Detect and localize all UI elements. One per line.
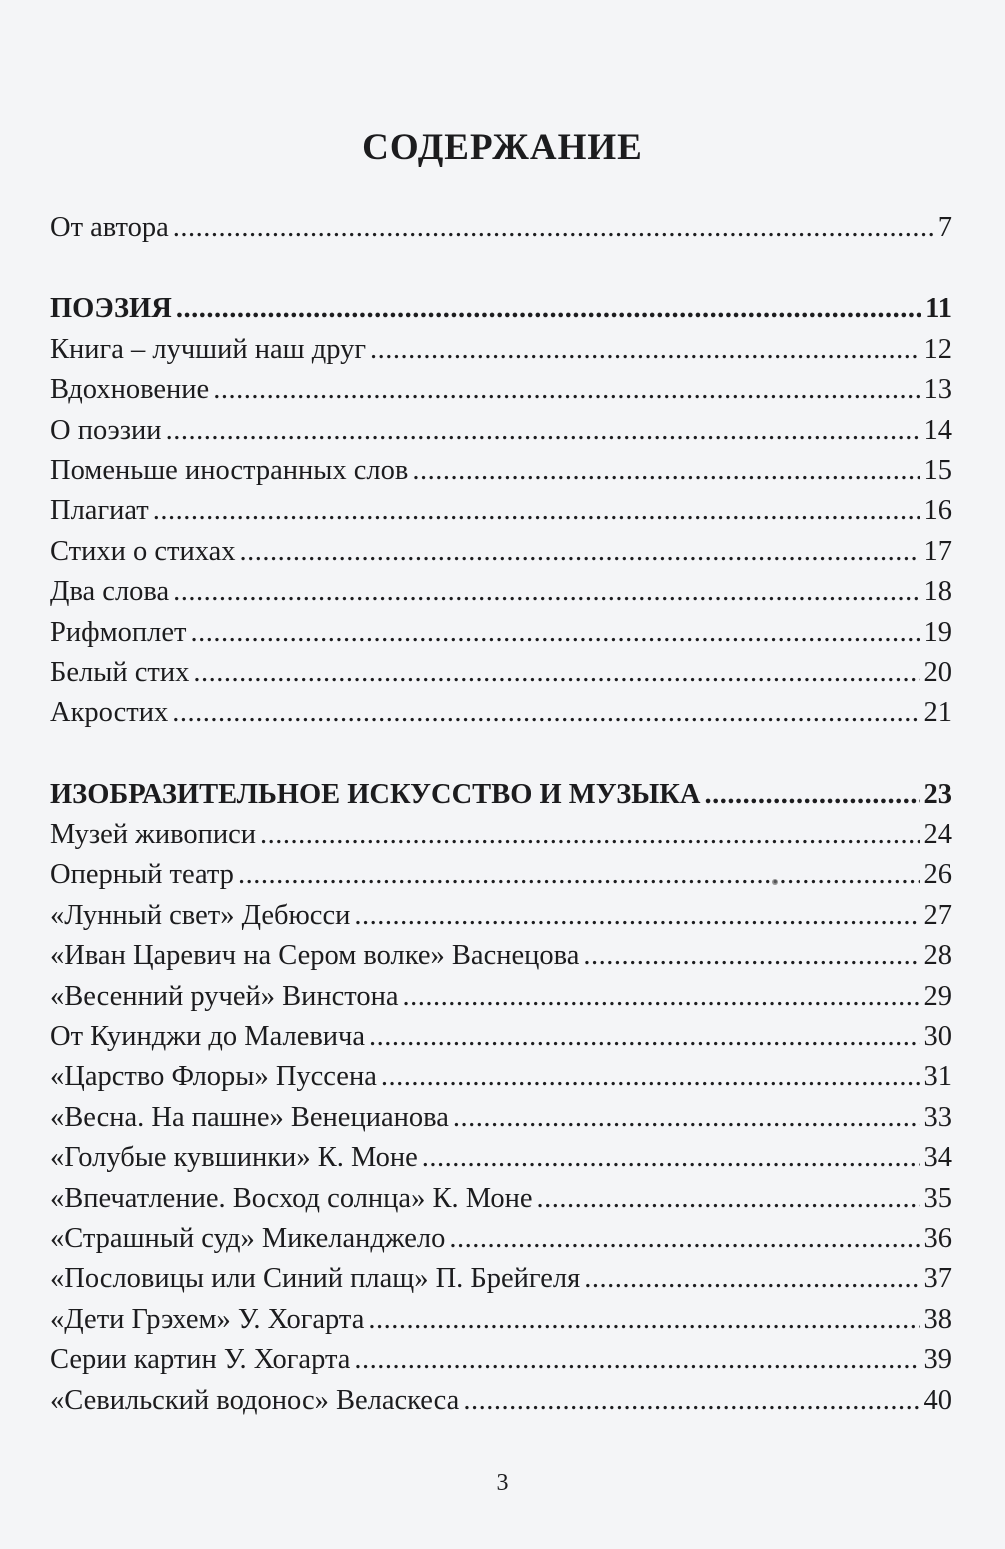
dot-leader <box>369 1021 919 1053</box>
toc-entry-label: «Страшный суд» Микеланджело <box>50 1222 446 1254</box>
toc-entry-label: Серии картин У. Хогарта <box>50 1344 351 1376</box>
dot-leader <box>381 1061 920 1093</box>
toc-entry-page: 30 <box>923 1021 952 1053</box>
dot-leader <box>238 859 920 891</box>
toc-entry <box>50 1021 952 1061</box>
toc-entry <box>50 334 952 374</box>
toc-entry-label: Поменьше иностранных слов <box>50 454 409 486</box>
toc-entry-label: От автора <box>50 212 169 243</box>
toc-entry <box>50 1223 952 1263</box>
toc-entry-label: Акростих <box>50 697 169 729</box>
dot-leader <box>583 940 919 972</box>
toc-section-heading <box>50 293 952 333</box>
toc-entry <box>50 657 952 697</box>
toc-entry-page: 17 <box>923 535 952 567</box>
toc-entry-label: «Весенний ручей» Винстона <box>50 980 399 1012</box>
toc-entry-page: 26 <box>923 859 952 891</box>
toc-entry-page: 38 <box>923 1303 952 1335</box>
toc-entry-label: «Лунный свет» Дебюсси <box>50 899 351 931</box>
toc-entry-label: Белый стих <box>50 656 190 688</box>
dot-leader <box>193 657 919 689</box>
toc-entry-label: «Пословицы или Синий плащ» П. Брейгеля <box>50 1263 581 1295</box>
toc-entry-page: 7 <box>937 212 952 243</box>
dot-leader <box>453 1102 920 1134</box>
toc-entry-page: 39 <box>923 1344 952 1376</box>
toc-entry-page: 31 <box>923 1061 952 1093</box>
toc-entry-label: «Голубые кувшинки» К. Моне <box>50 1142 418 1174</box>
dot-leader <box>368 1304 919 1336</box>
toc-entry <box>50 374 952 414</box>
toc-entry-page: 18 <box>923 576 952 608</box>
dot-leader <box>449 1223 919 1255</box>
toc-entry-label: Рифмоплет <box>50 616 187 648</box>
toc-entry <box>50 1263 952 1303</box>
toc-entry-page: 13 <box>923 374 952 406</box>
toc-entry <box>50 617 952 657</box>
toc-entry-label: «Дети Грэхем» У. Хогарта <box>50 1303 365 1335</box>
toc-entry-page: 35 <box>923 1182 952 1214</box>
toc-entry <box>50 940 952 980</box>
dot-leader <box>354 1344 919 1376</box>
toc-entry <box>50 536 952 576</box>
dot-leader <box>166 415 920 447</box>
toc-entry <box>50 415 952 455</box>
toc-entry-page: 16 <box>923 495 952 527</box>
dot-leader <box>463 1385 919 1417</box>
dot-leader <box>173 576 919 608</box>
toc-entry-page: 36 <box>923 1222 952 1254</box>
toc-entry-label: Книга – лучший наш друг <box>50 333 367 365</box>
toc-entry-page: 37 <box>923 1263 952 1295</box>
toc-entry-page: 12 <box>923 333 952 365</box>
toc-entry-label: Музей живописи <box>50 819 257 851</box>
dot-leader <box>370 334 919 366</box>
toc-entry-label: «Иван Царевич на Сером волке» Васнецова <box>50 940 580 972</box>
print-speck <box>772 879 778 885</box>
toc-section-page: 23 <box>923 778 952 810</box>
dot-leader <box>176 293 921 325</box>
toc-entry <box>50 1061 952 1101</box>
dot-leader <box>403 981 920 1013</box>
toc-entry-page: 34 <box>923 1142 952 1174</box>
toc-entry-label: «Весна. На пашне» Венецианова <box>50 1101 449 1133</box>
toc-section-label: ИЗОБРАЗИТЕЛЬНОЕ ИСКУССТВО И МУЗЫКА <box>50 778 701 810</box>
toc-entry-label: Плагиат <box>50 495 149 527</box>
toc-entry-label: Два слова <box>50 576 170 608</box>
toc-section-label: ПОЭЗИЯ <box>50 293 172 325</box>
toc-entry-page: 15 <box>923 454 952 486</box>
toc-section-heading <box>50 779 952 819</box>
dot-leader <box>172 697 919 729</box>
toc-entry-label: Вдохновение <box>50 374 210 406</box>
dot-leader <box>422 1142 920 1174</box>
toc-entry <box>50 1385 952 1425</box>
dot-leader <box>260 819 919 851</box>
toc-entry-page: 33 <box>923 1101 952 1133</box>
toc-entry-label: О поэзии <box>50 414 162 446</box>
toc-entry-label: Оперный театр <box>50 859 234 891</box>
toc-entry <box>50 981 952 1021</box>
toc-entry-label: «Впечатление. Восход солнца» К. Моне <box>50 1182 533 1214</box>
toc-section-page: 11 <box>925 293 952 325</box>
toc-entry <box>50 1183 952 1223</box>
dot-leader <box>153 495 920 527</box>
toc-entry <box>50 1142 952 1182</box>
toc-entry-label: Стихи о стихах <box>50 535 236 567</box>
toc-entry <box>50 1304 952 1344</box>
dot-leader <box>412 455 919 487</box>
toc-entry-page: 20 <box>923 656 952 688</box>
toc-entry <box>50 455 952 495</box>
toc-entry <box>50 859 952 899</box>
toc-entry-page: 19 <box>923 616 952 648</box>
toc-entry-label: От Куинджи до Малевича <box>50 1021 366 1053</box>
toc-entry <box>50 212 952 252</box>
toc-entry-label: «Севильский водонос» Веласкеса <box>50 1384 460 1416</box>
dot-leader <box>213 374 919 406</box>
toc-entry-label: «Царство Флоры» Пуссена <box>50 1061 377 1093</box>
dot-leader <box>190 617 919 649</box>
toc-entry-page: 29 <box>923 980 952 1012</box>
toc-entry-page: 21 <box>923 697 952 729</box>
table-of-contents <box>50 212 952 1425</box>
toc-entry <box>50 697 952 737</box>
toc-entry-page: 14 <box>923 414 952 446</box>
dot-leader <box>354 900 919 932</box>
toc-entry-page: 27 <box>923 899 952 931</box>
toc-entry <box>50 495 952 535</box>
toc-entry-page: 24 <box>923 819 952 851</box>
toc-entry-page: 28 <box>923 940 952 972</box>
page-number: 3 <box>496 1470 509 1496</box>
toc-entry <box>50 576 952 616</box>
toc-entry <box>50 1344 952 1384</box>
toc-entry-page: 40 <box>923 1384 952 1416</box>
dot-leader <box>705 779 920 811</box>
dot-leader <box>537 1183 920 1215</box>
dot-leader <box>239 536 919 568</box>
dot-leader <box>173 212 934 244</box>
dot-leader <box>584 1263 919 1295</box>
toc-entry <box>50 900 952 940</box>
toc-entry <box>50 1102 952 1142</box>
toc-entry <box>50 819 952 859</box>
page-title: СОДЕРЖАНИЕ <box>362 127 643 168</box>
